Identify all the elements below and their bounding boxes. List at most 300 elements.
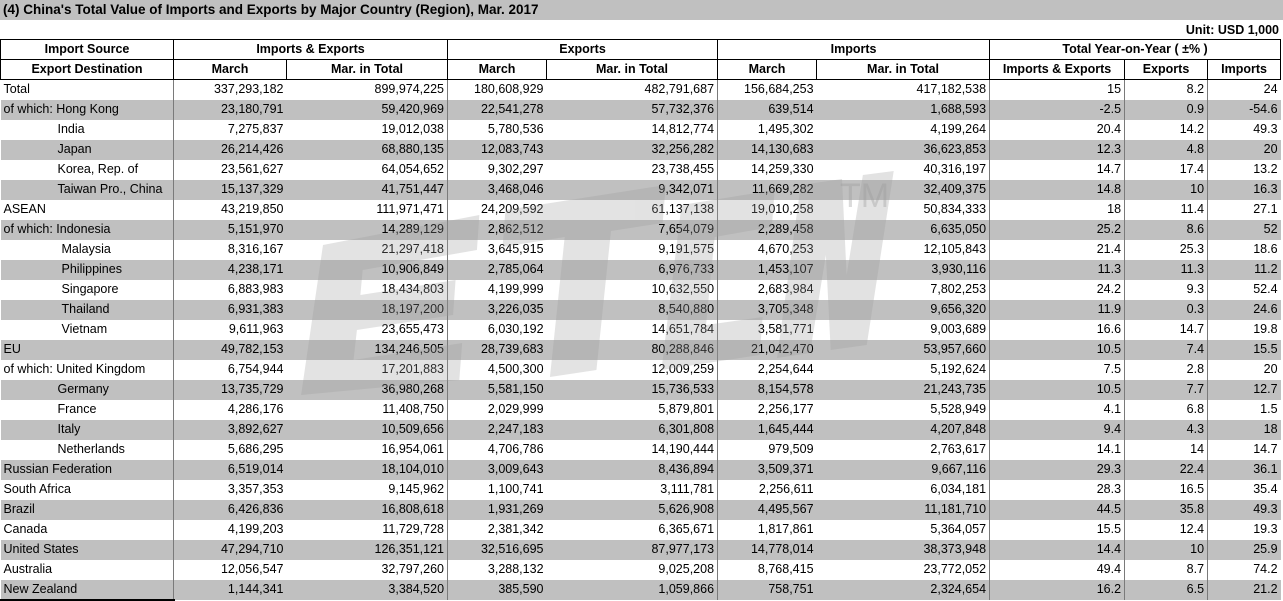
cell-ie-t: 14,289,129 (287, 220, 448, 240)
cell-ex-m: 3,468,046 (448, 180, 547, 200)
cell-im-t: 2,763,617 (817, 440, 990, 460)
cell-im-m: 14,778,014 (718, 540, 817, 560)
cell-ex-t: 80,288,846 (547, 340, 718, 360)
cell-im-t: 3,930,116 (817, 260, 990, 280)
cell-im-t: 38,373,948 (817, 540, 990, 560)
cell-y-im: 15.5 (1208, 340, 1281, 360)
cell-ex-t: 10,632,550 (547, 280, 718, 300)
row-label: of which: Indonesia (1, 220, 174, 240)
cell-y-ex: 8.2 (1125, 80, 1208, 100)
cell-ex-m: 4,706,786 (487, 442, 544, 456)
cell-y-ex: 9.3 (1125, 280, 1208, 300)
table-row (1, 520, 1281, 540)
cell-ie-t: 3,384,520 (287, 580, 448, 600)
cell-im-m: 8,154,578 (718, 380, 817, 400)
cell-ie-m: 23,561,627 (220, 162, 284, 176)
cell-ex-m: 4,199,999 (487, 282, 544, 296)
row-label: New Zealand (1, 580, 174, 600)
cell-y-im: 21.2 (1208, 580, 1281, 600)
header-row-groups (1, 40, 1281, 60)
table-row (1, 140, 1281, 160)
table-header (1, 40, 1281, 80)
header-yoy-exports: Exports (1125, 60, 1208, 80)
cell-ex-m: 3,226,035 (448, 300, 547, 320)
cell-y-im: 74.2 (1253, 562, 1278, 576)
cell-ie-m: 4,199,203 (227, 522, 284, 536)
cell-im-t: 11,181,710 (817, 500, 990, 520)
cell-y-im: 24 (1263, 82, 1278, 97)
cell-ex-t: 6,976,733 (547, 260, 718, 280)
cell-ex-m: 28,739,683 (448, 340, 547, 360)
page-title: (4) China's Total Value of Imports and Exports by Major Country (Region), Mar. 2017 (3, 2, 539, 17)
cell-im-t: 53,957,660 (817, 340, 990, 360)
cell-y-im: 52.4 (1253, 282, 1278, 296)
cell-ex-t: 14,812,774 (547, 120, 718, 140)
cell-im-t: 32,409,375 (817, 180, 990, 200)
table-row (1, 360, 1281, 380)
cell-im-t: 21,243,735 (817, 380, 990, 400)
cell-im-t: 5,192,624 (817, 360, 990, 380)
header-row-sub (1, 60, 1281, 80)
cell-ie-m: 43,219,850 (220, 202, 284, 216)
cell-im-m: 2,256,177 (757, 402, 814, 416)
cell-ie-t: 16,954,061 (287, 440, 448, 460)
cell-ie-t: 68,880,135 (287, 140, 448, 160)
cell-ex-t: 9,342,071 (547, 180, 718, 200)
cell-ie-m: 337,293,182 (213, 82, 284, 97)
cell-ex-t: 23,738,455 (547, 160, 718, 180)
cell-ex-m: 2,247,183 (448, 420, 547, 440)
cell-y-ex: 6.8 (1125, 400, 1208, 420)
cell-y-ie: 20.4 (990, 120, 1125, 140)
cell-im-t: 5,364,057 (817, 520, 990, 540)
cell-ex-m: 3,288,132 (487, 562, 544, 576)
cell-ex-t: 57,732,376 (547, 100, 718, 120)
cell-im-m: 4,495,567 (718, 500, 817, 520)
cell-ex-t: 61,137,138 (547, 200, 718, 220)
cell-y-im: 20 (1208, 140, 1281, 160)
cell-y-im: 16.3 (1208, 180, 1281, 200)
cell-ie-m: 47,294,710 (174, 540, 287, 560)
cell-y-im: 20 (1263, 362, 1278, 376)
cell-y-ie: 49.4 (990, 560, 1125, 580)
cell-ex-m: 5,780,536 (487, 122, 544, 136)
row-label: Russian Federation (1, 460, 174, 480)
cell-y-ex: 7.4 (1125, 340, 1208, 360)
table-row (1, 340, 1281, 360)
table-row (1, 160, 1281, 180)
cell-ex-t: 6,365,671 (547, 520, 718, 540)
cell-y-ex: 10 (1125, 180, 1208, 200)
cell-y-ie: 16.6 (990, 320, 1125, 340)
cell-ie-t: 11,729,728 (287, 520, 448, 540)
cell-ie-m: 6,426,836 (174, 500, 287, 520)
cell-y-ex: 8.6 (1125, 220, 1208, 240)
cell-y-ex: 11.4 (1125, 200, 1208, 220)
header-export-destination: Export Destination (1, 60, 174, 80)
cell-ex-t: 9,191,575 (547, 240, 718, 260)
table-row (1, 320, 1281, 340)
cell-y-ie: 25.2 (990, 220, 1125, 240)
cell-y-ie: 14.8 (990, 180, 1125, 200)
cell-ex-m: 3,645,915 (487, 242, 544, 256)
row-label: Philippines (1, 260, 174, 280)
table-row (1, 560, 1281, 580)
cell-y-ie: 15.5 (990, 520, 1125, 540)
row-label: Korea, Rep. of (1, 160, 174, 180)
cell-ie-t: 899,974,225 (287, 80, 448, 100)
cell-ex-t: 6,301,808 (547, 420, 718, 440)
cell-ex-t: 5,879,801 (547, 400, 718, 420)
cell-ie-m: 15,137,329 (174, 180, 287, 200)
cell-im-m: 979,509 (768, 442, 814, 456)
header-exports: Exports (448, 40, 718, 60)
cell-ex-m: 6,030,192 (487, 322, 544, 336)
cell-y-im: 25.9 (1208, 540, 1281, 560)
cell-ie-t: 23,655,473 (287, 320, 448, 340)
cell-im-m: 2,683,984 (757, 282, 814, 296)
cell-ex-m: 1,931,269 (448, 500, 547, 520)
cell-im-t: 40,316,197 (817, 160, 990, 180)
row-label: Netherlands (1, 440, 174, 460)
cell-y-ex: 10 (1125, 540, 1208, 560)
cell-ex-m: 4,500,300 (487, 362, 544, 376)
table-row (1, 220, 1281, 240)
cell-im-m: 14,130,683 (718, 140, 817, 160)
cell-ie-m: 49,782,153 (174, 340, 287, 360)
cell-ie-m: 6,931,383 (174, 300, 287, 320)
cell-ie-m: 26,214,426 (174, 140, 287, 160)
cell-ex-t: 14,651,784 (547, 320, 718, 340)
cell-ex-m: 2,785,064 (448, 260, 547, 280)
cell-y-ex: 35.8 (1125, 500, 1208, 520)
cell-im-m: 4,670,253 (757, 242, 814, 256)
cell-y-im: 13.2 (1253, 162, 1278, 176)
cell-ex-t: 7,654,079 (547, 220, 718, 240)
cell-im-m: 1,817,861 (757, 522, 814, 536)
cell-im-m: 3,581,771 (757, 322, 814, 336)
cell-y-im: 18 (1208, 420, 1281, 440)
row-label: of which: United Kingdom (1, 360, 174, 380)
cell-im-m: 2,256,611 (758, 482, 814, 496)
table-row (1, 480, 1281, 500)
cell-y-ex: 6.5 (1125, 580, 1208, 600)
table-row (1, 540, 1281, 560)
cell-y-ie: 24.2 (990, 280, 1125, 300)
cell-y-im: 12.7 (1208, 380, 1281, 400)
header-import-source: Import Source (1, 40, 174, 60)
row-label: Taiwan Pro., China (1, 180, 174, 200)
cell-y-im: 27.1 (1253, 202, 1278, 216)
cell-y-ex: 0.3 (1125, 300, 1208, 320)
table-row (1, 300, 1281, 320)
cell-im-m: 3,705,348 (718, 300, 817, 320)
cell-ie-t: 111,971,471 (287, 200, 448, 220)
cell-ex-t: 5,626,908 (547, 500, 718, 520)
table-row (1, 420, 1281, 440)
cell-ex-t: 482,791,687 (547, 80, 718, 100)
cell-im-m: 1,645,444 (718, 420, 817, 440)
cell-ie-t: 9,145,962 (287, 480, 448, 500)
cell-ie-t: 21,297,418 (287, 240, 448, 260)
row-label: Total (1, 80, 174, 100)
cell-ex-m: 2,029,999 (487, 402, 544, 416)
cell-im-m: 156,684,253 (744, 82, 814, 97)
cell-ie-m: 13,735,729 (174, 380, 287, 400)
row-label: South Africa (1, 480, 174, 500)
row-label: EU (1, 340, 174, 360)
cell-im-m: 11,669,282 (718, 180, 817, 200)
row-label: France (1, 400, 174, 420)
cell-ie-m: 6,754,944 (227, 362, 284, 376)
header-yoy: Total Year-on-Year ( ±% ) (990, 40, 1281, 60)
cell-ex-m: 24,209,592 (480, 202, 544, 216)
table-row (1, 460, 1281, 480)
cell-ie-t: 59,420,969 (287, 100, 448, 120)
title-bar (0, 0, 1283, 20)
cell-ex-m: 22,541,278 (448, 100, 547, 120)
cell-ex-t: 3,111,781 (547, 480, 718, 500)
row-label: Germany (1, 380, 174, 400)
row-label: Vietnam (1, 320, 174, 340)
cell-y-ex: 22.4 (1125, 460, 1208, 480)
cell-y-ie: 28.3 (990, 480, 1125, 500)
row-label: Italy (1, 420, 174, 440)
cell-y-im: 19.3 (1253, 522, 1278, 536)
cell-ex-m: 180,608,929 (474, 82, 544, 97)
cell-ex-m: 2,862,512 (448, 220, 547, 240)
table-row (1, 240, 1281, 260)
watermark-tm: TM (840, 177, 890, 215)
cell-im-t: 6,034,181 (817, 480, 990, 500)
cell-ex-t: 32,256,282 (547, 140, 718, 160)
table-row (1, 580, 1281, 600)
cell-ie-t: 18,434,803 (287, 280, 448, 300)
cell-ex-t: 87,977,173 (547, 540, 718, 560)
cell-y-ie: 10.5 (990, 380, 1125, 400)
header-im-total: Mar. in Total (817, 60, 990, 80)
header-imports-exports: Imports & Exports (174, 40, 448, 60)
cell-y-ie: 10.5 (990, 340, 1125, 360)
cell-im-m: 1,495,302 (757, 122, 814, 136)
row-label: Brazil (1, 500, 174, 520)
cell-y-ex: 17.4 (1125, 160, 1208, 180)
cell-ie-t: 16,808,618 (287, 500, 448, 520)
cell-im-t: 417,182,538 (817, 80, 990, 100)
table-row (1, 200, 1281, 220)
cell-im-t: 36,623,853 (817, 140, 990, 160)
cell-ie-m: 23,180,791 (174, 100, 287, 120)
cell-y-im: 24.6 (1208, 300, 1281, 320)
unit-label: Unit: USD 1,000 (1185, 23, 1279, 37)
cell-ie-m: 4,238,171 (174, 260, 287, 280)
cell-ex-m: 1,100,741 (487, 482, 544, 496)
cell-y-im: 35.4 (1253, 482, 1278, 496)
cell-y-ie: 44.5 (990, 500, 1125, 520)
cell-ex-t: 9,025,208 (547, 560, 718, 580)
cell-im-t: 12,105,843 (817, 240, 990, 260)
cell-im-m: 19,010,258 (750, 202, 814, 216)
cell-ie-t: 36,980,268 (287, 380, 448, 400)
cell-ie-m: 5,686,295 (227, 442, 284, 456)
cell-y-im: 1.5 (1260, 402, 1278, 416)
cell-y-ex: 16.5 (1125, 480, 1208, 500)
table-row (1, 120, 1281, 140)
cell-ex-m: 2,381,342 (487, 522, 544, 536)
trade-table (0, 39, 1281, 600)
cell-ie-t: 10,906,849 (287, 260, 448, 280)
cell-im-t: 2,324,654 (817, 580, 990, 600)
row-label: Singapore (1, 280, 174, 300)
cell-im-t: 7,802,253 (817, 280, 990, 300)
cell-y-ie: 14.7 (990, 160, 1125, 180)
cell-ie-t: 18,197,200 (287, 300, 448, 320)
cell-im-t: 6,635,050 (817, 220, 990, 240)
cell-ex-t: 1,059,866 (547, 580, 718, 600)
cell-ie-t: 126,351,121 (287, 540, 448, 560)
cell-y-ie: 12.3 (990, 140, 1125, 160)
cell-im-m: 2,289,458 (718, 220, 817, 240)
row-label: Thailand (1, 300, 174, 320)
header-ie-march: March (174, 60, 287, 80)
cell-ie-t: 17,201,883 (287, 360, 448, 380)
table-row (1, 80, 1281, 100)
cell-ex-t: 14,190,444 (547, 440, 718, 460)
cell-ex-m: 3,009,643 (448, 460, 547, 480)
table-row (1, 260, 1281, 280)
cell-y-ie: -2.5 (990, 100, 1125, 120)
cell-im-m: 1,453,107 (718, 260, 817, 280)
row-label: India (1, 120, 174, 140)
cell-im-m: 3,509,371 (718, 460, 817, 480)
header-im-march: March (718, 60, 817, 80)
cell-im-t: 4,207,848 (817, 420, 990, 440)
cell-ie-t: 134,246,505 (287, 340, 448, 360)
header-ie-total: Mar. in Total (287, 60, 448, 80)
cell-y-ex: 4.8 (1125, 140, 1208, 160)
table-row (1, 440, 1281, 460)
cell-y-ex: 14.7 (1125, 320, 1208, 340)
cell-y-ex: 11.3 (1125, 260, 1208, 280)
header-ex-total: Mar. in Total (547, 60, 718, 80)
cell-ex-m: 385,590 (448, 580, 547, 600)
cell-im-m: 758,751 (718, 580, 817, 600)
cell-im-t: 23,772,052 (817, 560, 990, 580)
cell-y-ex: 4.3 (1125, 420, 1208, 440)
cell-y-ie: 14.1 (990, 440, 1125, 460)
cell-y-im: 49.3 (1208, 500, 1281, 520)
cell-y-ie: 11.9 (990, 300, 1125, 320)
table-row (1, 500, 1281, 520)
header-yoy-imports: Imports (1208, 60, 1281, 80)
cell-ex-m: 9,302,297 (487, 162, 544, 176)
cell-y-ex: 12.4 (1125, 520, 1208, 540)
cell-y-ie: 11.3 (990, 260, 1125, 280)
row-label: Malaysia (1, 240, 174, 260)
cell-y-ex: 14.2 (1125, 120, 1208, 140)
cell-y-ie: 14.4 (990, 540, 1125, 560)
cell-ie-m: 1,144,341 (174, 580, 287, 600)
table-row (1, 400, 1281, 420)
cell-im-t: 50,834,333 (817, 200, 990, 220)
cell-ex-t: 12,009,259 (547, 360, 718, 380)
cell-y-im: -54.6 (1208, 100, 1281, 120)
cell-ie-m: 6,883,983 (227, 282, 284, 296)
row-label: Australia (1, 560, 174, 580)
cell-y-im: 49.3 (1253, 122, 1278, 136)
row-label: United States (1, 540, 174, 560)
table-row (1, 100, 1281, 120)
row-label: of which: Hong Kong (1, 100, 174, 120)
cell-y-im: 52 (1208, 220, 1281, 240)
cell-ex-m: 12,083,743 (448, 140, 547, 160)
cell-ex-t: 8,436,894 (547, 460, 718, 480)
cell-y-ex: 14 (1125, 440, 1208, 460)
cell-y-ex: 8.7 (1125, 560, 1208, 580)
cell-ie-t: 10,509,656 (287, 420, 448, 440)
cell-ie-m: 12,056,547 (220, 562, 284, 576)
cell-ie-t: 64,054,652 (287, 160, 448, 180)
cell-ie-t: 19,012,038 (287, 120, 448, 140)
cell-y-ex: 25.3 (1125, 240, 1208, 260)
cell-im-t: 5,528,949 (817, 400, 990, 420)
cell-ex-t: 8,540,880 (547, 300, 718, 320)
row-label: Canada (1, 520, 174, 540)
cell-y-ex: 2.8 (1125, 360, 1208, 380)
cell-ex-m: 32,516,695 (448, 540, 547, 560)
cell-im-t: 4,199,264 (817, 120, 990, 140)
cell-y-im: 36.1 (1208, 460, 1281, 480)
cell-ie-m: 6,519,014 (174, 460, 287, 480)
cell-ie-t: 41,751,447 (287, 180, 448, 200)
table-row (1, 180, 1281, 200)
cell-im-m: 21,042,470 (718, 340, 817, 360)
cell-ie-t: 11,408,750 (287, 400, 448, 420)
cell-ex-t: 15,736,533 (547, 380, 718, 400)
cell-y-ex: 0.9 (1125, 100, 1208, 120)
table-row (1, 280, 1281, 300)
cell-y-ie: 9.4 (990, 420, 1125, 440)
cell-y-ie: 7.5 (990, 360, 1125, 380)
cell-ie-t: 32,797,260 (287, 560, 448, 580)
cell-im-m: 14,259,330 (750, 162, 814, 176)
cell-ex-m: 5,581,150 (448, 380, 547, 400)
header-imports: Imports (718, 40, 990, 60)
cell-y-im: 18.6 (1253, 242, 1278, 256)
cell-im-t: 9,667,116 (817, 460, 990, 480)
cell-im-m: 639,514 (718, 100, 817, 120)
cell-im-t: 9,656,320 (817, 300, 990, 320)
cell-ie-m: 9,611,963 (228, 322, 284, 336)
cell-y-im: 14.7 (1253, 442, 1278, 456)
cell-y-ie: 4.1 (990, 400, 1125, 420)
cell-ie-m: 4,286,176 (227, 402, 284, 416)
cell-ie-m: 7,275,837 (227, 122, 284, 136)
cell-y-ie: 29.3 (990, 460, 1125, 480)
cell-y-ie: 16.2 (990, 580, 1125, 600)
header-yoy-ie: Imports & Exports (990, 60, 1125, 80)
cell-y-im: 11.2 (1208, 260, 1281, 280)
cell-im-t: 1,688,593 (817, 100, 990, 120)
row-label: Japan (1, 140, 174, 160)
row-label: ASEAN (1, 200, 174, 220)
table-row (1, 380, 1281, 400)
cell-y-ie: 21.4 (990, 240, 1125, 260)
cell-im-t: 9,003,689 (817, 320, 990, 340)
cell-ie-t: 18,104,010 (287, 460, 448, 480)
cell-y-ie: 18 (990, 200, 1125, 220)
cell-y-im: 19.8 (1253, 322, 1278, 336)
